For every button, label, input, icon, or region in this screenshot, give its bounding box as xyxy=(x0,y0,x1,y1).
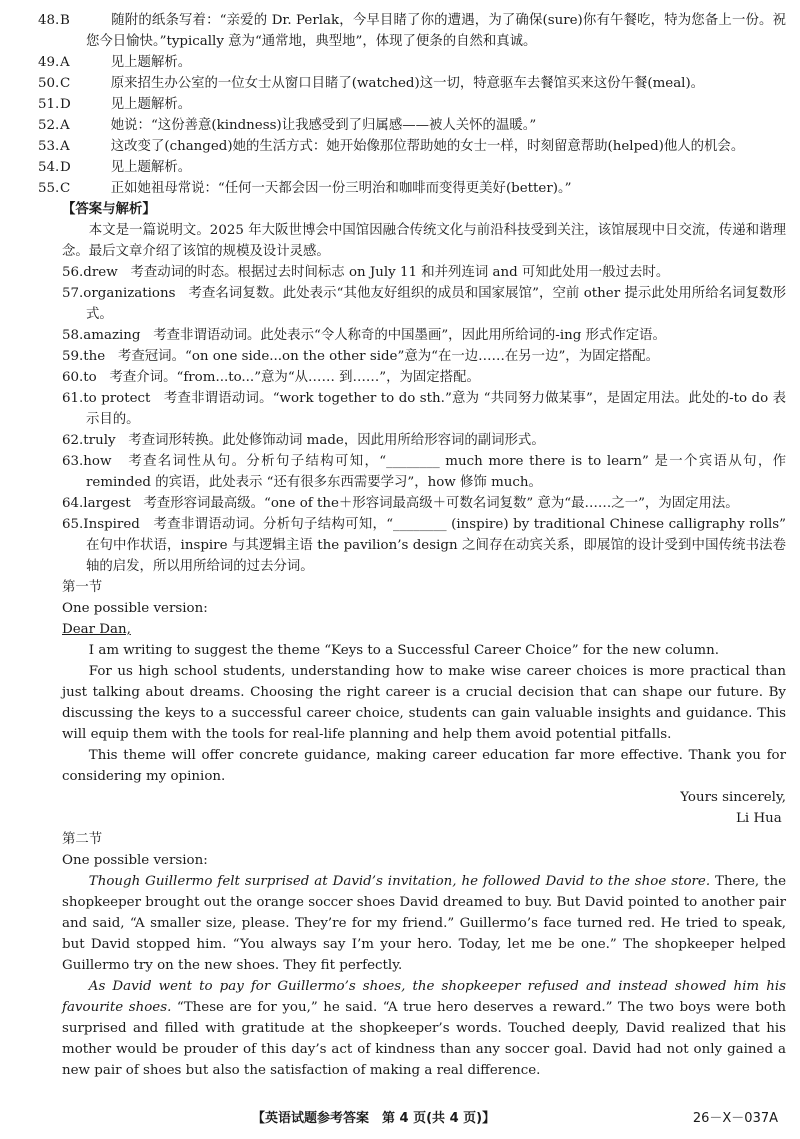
answer-item: 62.truly 考查词形转换。此处修饰动词 made，因此用所给形容词的副词形式。 xyxy=(62,433,545,448)
page-footer xyxy=(0,1104,800,1128)
given-opening: As David went to pay for Guillermo’s shoes, the shopkeeper refused and instead showed him his favourite shoes. xyxy=(62,979,786,1015)
answer-item: 52.A 她说：“这份善意(kindness)让我感受到了归属感——被人关怀的温暖。” xyxy=(38,118,537,133)
answer-item: 57.organizations 考查名词复数。此处表示“其他友好组织的成员和国家展馆”，空前 other 提示此处用所给名词复数形式。 xyxy=(62,286,786,322)
footer-title: 【英语试题参考答案 第 4 页(共 4 页)】 xyxy=(252,1111,496,1126)
writing-part-two xyxy=(62,829,786,1081)
letter-paragraph: This theme will offer concrete guidance, making career education far more effective. Thank you for considering my opinion. xyxy=(62,748,786,784)
answer-item: 48.B 随附的纸条写着：“亲爱的 Dr. Perlak，今早目睹了你的遭遇，为了确保(sure)你有午餐吃，特为您备上一份。祝您今日愉快。”typically 意为“通常地，典型地”，体现了便条的自然和真诚。 xyxy=(38,13,786,49)
part-title: 第二节 xyxy=(62,832,103,847)
passage-intro: 本文是一篇说明文。2025 年大阪世博会中国馆因融合传统文化与前沿科技受到关注，该馆展现中日交流，传递和谐理念。最后文章介绍了该馆的规模及设计灵感。 xyxy=(62,223,786,259)
answer-item: 65.Inspired 考查非谓语动词。分析句子结构可知，“________ (inspire) by traditional Chinese calligraphy rolls” 在句中作状语，inspire 与其逻辑主语 the pavilion’s design 之间存在动宾关系，即展馆的设计受到中国传统书法卷轴的启发，所以用所给词的过去分词。 xyxy=(62,517,786,574)
version-label: One possible version: xyxy=(62,853,208,868)
part-title: 第一节 xyxy=(62,580,103,595)
answer-item: 60.to 考查介词。“from...to...”意为“从…… 到……”，为固定搭配。 xyxy=(62,370,480,385)
answer-item: 50.C 原来招生办公室的一位女士从窗口目睹了(watched)这一切，特意驱车去餐馆买来这份午餐(meal)。 xyxy=(38,76,705,91)
writing-part-one xyxy=(62,577,786,829)
letter-signature: Li Hua xyxy=(736,811,782,826)
answer-list-a xyxy=(38,10,786,199)
section-heading: 【答案与解析】 xyxy=(62,201,156,217)
answer-list-b xyxy=(62,262,786,577)
answer-item: 64.largest 考查形容词最高级。“one of the＋形容词最高级＋可数名词复数” 意为“最……之一”，为固定用法。 xyxy=(62,496,739,511)
answer-item: 49.A 见上题解析。 xyxy=(38,55,192,70)
answer-item: 53.A 这改变了(changed)她的生活方式：她开始像那位帮助她的女士一样，时刻留意帮助(helped)他人的机会。 xyxy=(38,139,745,154)
given-opening: Though Guillermo felt surprised at David’s invitation, he followed David to the shoe store. xyxy=(88,874,711,889)
answer-item: 56.drew 考查动词的时态。根据过去时间标志 on July 11 和并列连词 and 可知此处用一般过去时。 xyxy=(62,265,670,280)
letter-paragraph: For us high school students, understanding how to make wise career choices is more practical than just talking about dreams. Choosing the right career is a crucial decision that can shape our future. By discussing the keys to a successful career choice, students can gain valuable insights and guidance. This will equip them with the tools for real-life planning and help them avoid potential pitfalls. xyxy=(62,664,786,742)
answer-item: 54.D 见上题解析。 xyxy=(38,160,192,175)
answer-item: 51.D 见上题解析。 xyxy=(38,97,192,112)
answer-item: 58.amazing 考查非谓语动词。此处表示“令人称奇的中国墨画”，因此用所给词的-ing 形式作定语。 xyxy=(62,328,666,343)
paper-code: 26－X－037A xyxy=(692,1111,778,1126)
story-paragraph: Though Guillermo felt surprised at David’s invitation, he followed David to the shoe store. There, the shopkeeper brought out the orange soccer shoes David dreamed to buy. But David pointed to another pair and said, “A smaller size, please. They’re for my friend.” Guillermo’s face turned red. He tried to speak, but David stopped him. “You always say I’m your hero. Today, let me be one.” The shopkeeper helped Guillermo try on the new shoes. They fit perfectly. xyxy=(62,874,786,973)
story-paragraph: As David went to pay for Guillermo’s shoes, the shopkeeper refused and instead showed him his favourite shoes. “These are for you,” he said. “A true hero deserves a reward.” The two boys were both surprised and filled with gratitude at the shopkeeper’s words. Touched deeply, David realized that his mother would be prouder of this day’s act of kindness than any soccer goal. David had not only gained a new pair of shoes but also the satisfaction of making a real difference. xyxy=(62,979,786,1078)
letter-greeting: Dear Dan, xyxy=(62,622,131,637)
answer-item: 59.the 考查冠词。“on one side...on the other side”意为“在一边……在另一边”，为固定搭配。 xyxy=(62,349,660,364)
answer-item: 55.C 正如她祖母常说：“任何一天都会因一份三明治和咖啡而变得更美好(better)。” xyxy=(38,181,572,196)
answer-page xyxy=(38,10,787,1081)
version-label: One possible version: xyxy=(62,601,208,616)
letter-paragraph: I am writing to suggest the theme “Keys to a Successful Career Choice” for the new column. xyxy=(88,643,719,658)
answer-item: 61.to protect 考查非谓语动词。“work together to do sth.”意为 “共同努力做某事”，是固定用法。此处的-to do 表示目的。 xyxy=(62,391,787,427)
answer-item: 63.how 考查名词性从句。分析句子结构可知，“________ much more there is to learn” 是一个宾语从句，作 reminded 的宾语，此处表示 “还有很多东西需要学习”，how 修饰 much。 xyxy=(62,454,786,490)
letter-closing: Yours sincerely, xyxy=(680,790,786,805)
